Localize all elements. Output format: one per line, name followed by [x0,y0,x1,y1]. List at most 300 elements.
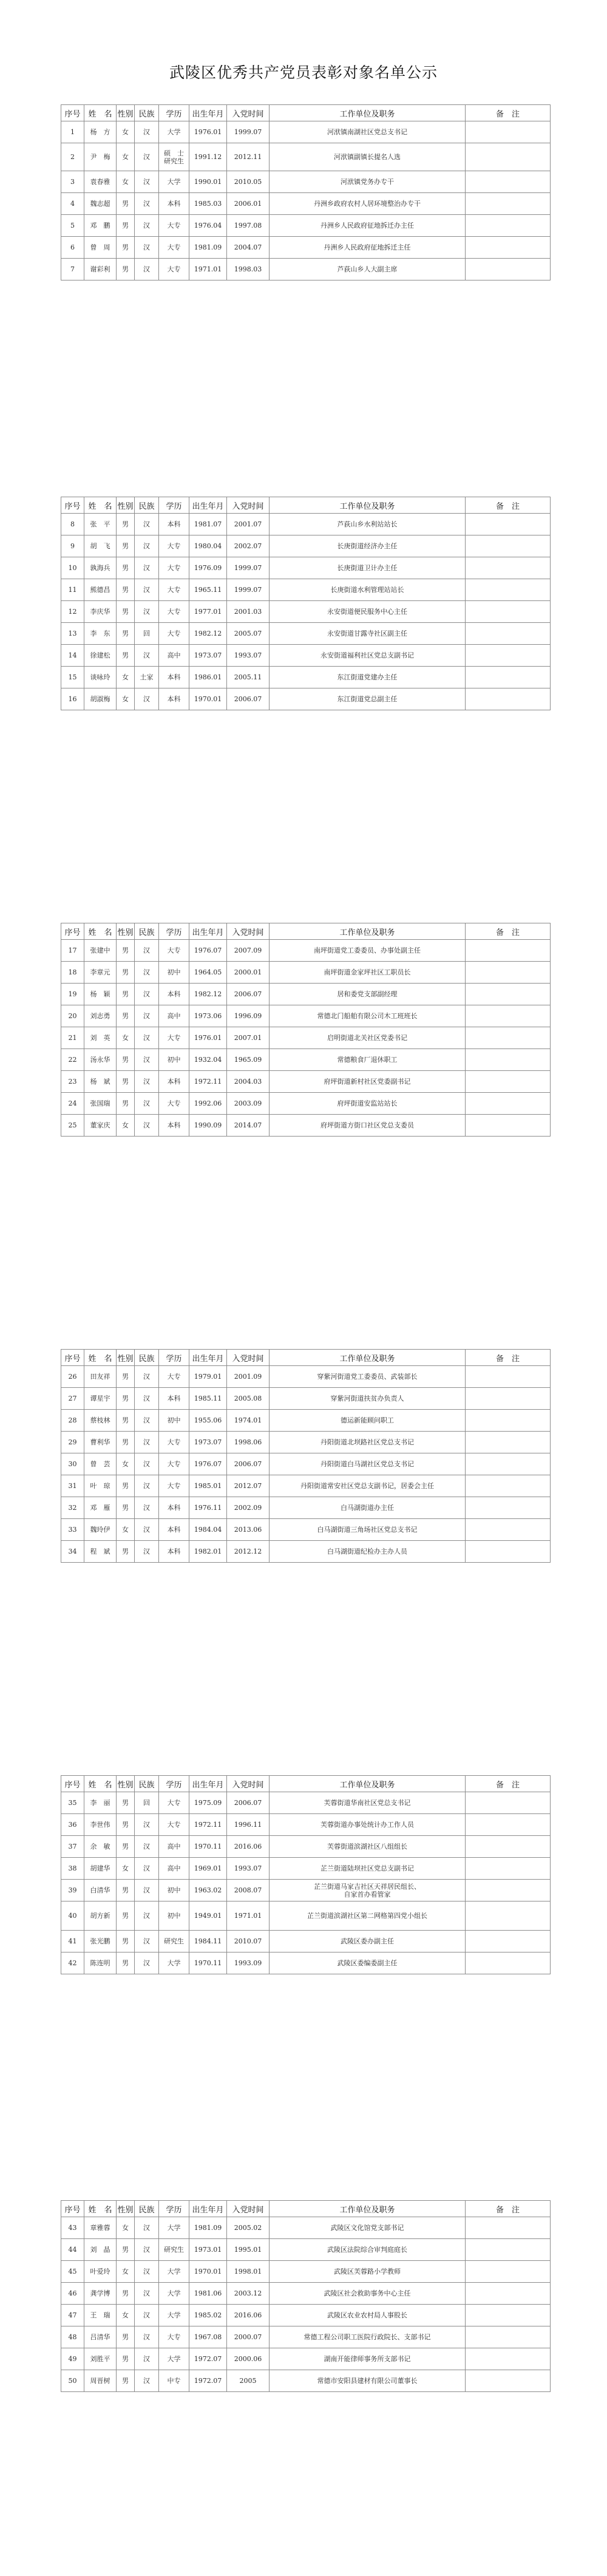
member-name: 袁春雅 [84,171,117,193]
education: 本科 [159,984,189,1005]
birth-date: 1982.12 [189,623,227,645]
education: 本科 [159,514,189,535]
gender: 男 [117,1814,135,1836]
remarks [466,1475,551,1497]
remarks [466,237,551,259]
table-row [61,623,551,645]
member-name: 刘 晶 [84,2239,117,2261]
gender: 女 [117,667,135,688]
remarks [466,2261,551,2283]
work-unit-position: 武陵区委办副主任 [270,1931,466,1952]
gender: 男 [117,557,135,579]
gender: 男 [117,1952,135,1974]
remarks [466,259,551,280]
table-row [61,2261,551,2283]
row-index: 4 [61,193,84,215]
table-row [61,1497,551,1519]
birth-date: 1981.09 [189,2217,227,2239]
row-index: 41 [61,1931,84,1952]
table-row [61,1519,551,1541]
birth-date: 1949.01 [189,1901,227,1931]
column-header-education: 学历 [159,1776,189,1792]
member-name: 邓 雁 [84,1497,117,1519]
party-join-date: 1998.06 [227,1432,270,1453]
column-header-member-name: 姓 名 [84,1350,117,1366]
remarks [466,688,551,710]
birth-date: 1932.04 [189,1049,227,1071]
table-row [61,1432,551,1453]
birth-date: 1967.08 [189,2326,227,2348]
column-header-row-index: 序号 [61,497,84,514]
row-index: 43 [61,2217,84,2239]
ethnicity: 汉 [135,1931,159,1952]
birth-date: 1973.07 [189,1432,227,1453]
column-header-birth-date: 出生年月 [189,1350,227,1366]
birth-date: 1970.01 [189,2261,227,2283]
gender: 女 [117,2305,135,2326]
gender: 男 [117,940,135,962]
column-header-education: 学历 [159,2201,189,2217]
table-header-row [61,105,551,121]
column-header-remarks: 备 注 [466,497,551,514]
column-header-party-join-date: 入党时间 [227,1776,270,1792]
column-header-ethnicity: 民族 [135,923,159,940]
remarks [466,1952,551,1974]
ethnicity: 汉 [135,1836,159,1858]
education: 大专 [159,579,189,601]
education: 大专 [159,557,189,579]
column-header-education: 学历 [159,1350,189,1366]
table-row [61,2217,551,2239]
member-name: 陈连明 [84,1952,117,1974]
table-row [61,1005,551,1027]
birth-date: 1955.06 [189,1410,227,1432]
column-header-ethnicity: 民族 [135,1776,159,1792]
roster-table [61,1775,551,1974]
row-index: 46 [61,2283,84,2305]
gender: 男 [117,962,135,984]
work-unit-position: 东江街道党总副主任 [270,688,466,710]
column-header-birth-date: 出生年月 [189,1776,227,1792]
gender: 女 [117,121,135,143]
remarks [466,1497,551,1519]
birth-date: 1981.09 [189,237,227,259]
gender: 男 [117,2348,135,2370]
education: 大专 [159,1093,189,1115]
member-name: 程 斌 [84,1541,117,1563]
column-header-birth-date: 出生年月 [189,105,227,121]
table-row [61,1475,551,1497]
gender: 男 [117,2239,135,2261]
work-unit-position: 武陵区芙蓉路小学教师 [270,2261,466,2283]
table-row [61,1814,551,1836]
table-header-row [61,1776,551,1792]
ethnicity: 汉 [135,1952,159,1974]
birth-date: 1963.02 [189,1880,227,1901]
column-header-education: 学历 [159,105,189,121]
roster-table [61,2200,551,2392]
row-index: 24 [61,1093,84,1115]
work-unit-position: 河洑镇副镇长提名人选 [270,143,466,171]
column-header-row-index: 序号 [61,1776,84,1792]
row-index: 44 [61,2239,84,2261]
birth-date: 1985.01 [189,1475,227,1497]
ethnicity: 汉 [135,2326,159,2348]
birth-date: 1985.11 [189,1388,227,1410]
ethnicity: 汉 [135,215,159,237]
birth-date: 1973.07 [189,645,227,667]
row-index: 29 [61,1432,84,1453]
education: 本科 [159,1519,189,1541]
member-name: 章雅蓉 [84,2217,117,2239]
ethnicity: 汉 [135,2217,159,2239]
education: 高中 [159,1858,189,1880]
party-join-date: 2010.05 [227,171,270,193]
row-index: 34 [61,1541,84,1563]
column-header-row-index: 序号 [61,105,84,121]
table-row [61,1858,551,1880]
remarks [466,601,551,623]
column-header-party-join-date: 入党时间 [227,2201,270,2217]
education: 大专 [159,535,189,557]
remarks [466,1880,551,1901]
education: 研究生 [159,1931,189,1952]
table-row [61,984,551,1005]
row-index: 38 [61,1858,84,1880]
birth-date: 1970.11 [189,1836,227,1858]
gender: 女 [117,171,135,193]
party-join-date: 2002.09 [227,1497,270,1519]
education: 高中 [159,1836,189,1858]
row-index: 32 [61,1497,84,1519]
table-row [61,535,551,557]
column-header-work-unit-position: 工作单位及职务 [270,497,466,514]
birth-date: 1976.11 [189,1497,227,1519]
row-index: 33 [61,1519,84,1541]
education: 大专 [159,1366,189,1388]
work-unit-position: 白马湖街道纪检办主办人员 [270,1541,466,1563]
ethnicity: 汉 [135,1901,159,1931]
work-unit-position: 芙蓉街道办事处统计办工作人员 [270,1814,466,1836]
column-header-education: 学历 [159,497,189,514]
column-header-member-name: 姓 名 [84,105,117,121]
ethnicity: 汉 [135,688,159,710]
column-header-gender: 性别 [117,2201,135,2217]
work-unit-position: 永安街道甘露寺社区副主任 [270,623,466,645]
remarks [466,2283,551,2305]
ethnicity: 汉 [135,2261,159,2283]
education: 本科 [159,688,189,710]
ethnicity: 汉 [135,2305,159,2326]
birth-date: 1976.01 [189,1027,227,1049]
table-row [61,514,551,535]
education: 中专 [159,2370,189,2392]
education: 本科 [159,1497,189,1519]
member-name: 汤永华 [84,1049,117,1071]
party-join-date: 2002.07 [227,535,270,557]
row-index: 5 [61,215,84,237]
column-header-gender: 性别 [117,497,135,514]
party-join-date: 2001.07 [227,514,270,535]
birth-date: 1984.11 [189,1931,227,1952]
gender: 男 [117,193,135,215]
table-row [61,143,551,171]
party-join-date: 2006.07 [227,984,270,1005]
ethnicity: 汉 [135,143,159,171]
party-join-date: 1971.01 [227,1901,270,1931]
birth-date: 1970.01 [189,688,227,710]
remarks [466,2348,551,2370]
work-unit-position: 府坪街道方街口社区党总支委员 [270,1115,466,1137]
ethnicity: 汉 [135,940,159,962]
education: 初中 [159,1880,189,1901]
education: 大专 [159,259,189,280]
party-join-date: 2012.12 [227,1541,270,1563]
table-row [61,2348,551,2370]
party-join-date: 1995.01 [227,2239,270,2261]
party-join-date: 2001.03 [227,601,270,623]
education: 大学 [159,121,189,143]
gender: 男 [117,1901,135,1931]
party-join-date: 2007.09 [227,940,270,962]
page-title: 武陵区优秀共产党员表彰对象名单公示 [169,64,438,81]
row-index: 7 [61,259,84,280]
ethnicity: 汉 [135,1475,159,1497]
row-index: 36 [61,1814,84,1836]
table-row [61,2305,551,2326]
member-name: 刘 英 [84,1027,117,1049]
table-row [61,2283,551,2305]
gender: 男 [117,1880,135,1901]
birth-date: 1964.05 [189,962,227,984]
birth-date: 1975.09 [189,1792,227,1814]
education: 本科 [159,1115,189,1137]
work-unit-position: 芙蓉街道滨湖社区八组组长 [270,1836,466,1858]
table-row [61,1836,551,1858]
row-index: 26 [61,1366,84,1388]
member-name: 吕清华 [84,2326,117,2348]
education: 研究生 [159,2239,189,2261]
birth-date: 1981.07 [189,514,227,535]
member-name: 蔡枝林 [84,1410,117,1432]
ethnicity: 汉 [135,1880,159,1901]
party-join-date: 2000.06 [227,2348,270,2370]
gender: 男 [117,1497,135,1519]
remarks [466,1005,551,1027]
remarks [466,557,551,579]
birth-date: 1970.11 [189,1952,227,1974]
birth-date: 1977.01 [189,601,227,623]
work-unit-position: 常德市安阳县建材有限公司董事长 [270,2370,466,2392]
row-index: 8 [61,514,84,535]
education: 本科 [159,667,189,688]
education: 初中 [159,962,189,984]
party-join-date: 2003.09 [227,1093,270,1115]
remarks [466,1071,551,1093]
table-row [61,688,551,710]
column-header-birth-date: 出生年月 [189,497,227,514]
ethnicity: 汉 [135,193,159,215]
gender: 男 [117,1432,135,1453]
remarks [466,2326,551,2348]
education: 大专 [159,1432,189,1453]
party-join-date: 2013.06 [227,1519,270,1541]
table-row [61,1901,551,1931]
remarks [466,143,551,171]
work-unit-position: 芦荻山乡水利站站长 [270,514,466,535]
remarks [466,667,551,688]
work-unit-position: 芦荻山乡人大副主席 [270,259,466,280]
row-index: 21 [61,1027,84,1049]
ethnicity: 汉 [135,1027,159,1049]
table-header-row [61,923,551,940]
column-header-ethnicity: 民族 [135,105,159,121]
remarks [466,1931,551,1952]
ethnicity: 回 [135,1792,159,1814]
gender: 男 [117,1410,135,1432]
column-header-party-join-date: 入党时间 [227,497,270,514]
education: 本科 [159,1388,189,1410]
row-index: 20 [61,1005,84,1027]
party-join-date: 2006.07 [227,688,270,710]
ethnicity: 汉 [135,984,159,1005]
remarks [466,2239,551,2261]
table-header-row [61,2201,551,2217]
member-name: 张国瑞 [84,1093,117,1115]
member-name: 胡方新 [84,1901,117,1931]
remarks [466,1541,551,1563]
ethnicity: 汉 [135,171,159,193]
member-name: 李章元 [84,962,117,984]
work-unit-position: 湖南开能律师事务所支部书记 [270,2348,466,2370]
work-unit-position: 启明街道北关社区党委书记 [270,1027,466,1049]
roster-table [61,923,551,1137]
work-unit-position: 丹阳街道常安社区党总支副书记，居委会主任 [270,1475,466,1497]
party-join-date: 2012.07 [227,1475,270,1497]
table-row [61,237,551,259]
member-name: 曾 周 [84,237,117,259]
work-unit-position: 丹阳街道白马湖社区党总支书记 [270,1453,466,1475]
column-header-ethnicity: 民族 [135,1350,159,1366]
education: 大专 [159,215,189,237]
column-header-birth-date: 出生年月 [189,2201,227,2217]
party-join-date: 1993.09 [227,1952,270,1974]
column-header-work-unit-position: 工作单位及职务 [270,105,466,121]
ethnicity: 汉 [135,121,159,143]
party-join-date: 2004.07 [227,237,270,259]
party-join-date: 2001.09 [227,1366,270,1388]
gender: 男 [117,259,135,280]
column-header-row-index: 序号 [61,923,84,940]
birth-date: 1976.07 [189,940,227,962]
row-index: 50 [61,2370,84,2392]
work-unit-position: 居和委党支部副经理 [270,984,466,1005]
birth-date: 1976.01 [189,121,227,143]
party-join-date: 1965.09 [227,1049,270,1071]
member-name: 李庆华 [84,601,117,623]
gender: 女 [117,1453,135,1475]
member-name: 胡 飞 [84,535,117,557]
ethnicity: 汉 [135,1858,159,1880]
column-header-work-unit-position: 工作单位及职务 [270,1776,466,1792]
ethnicity: 汉 [135,2348,159,2370]
ethnicity: 汉 [135,1071,159,1093]
party-join-date: 1993.07 [227,1858,270,1880]
birth-date: 1972.07 [189,2348,227,2370]
table-row [61,1410,551,1432]
ethnicity: 汉 [135,1541,159,1563]
column-header-gender: 性别 [117,105,135,121]
member-name: 邓 鹏 [84,215,117,237]
work-unit-position: 河洑镇南湖社区党总支书记 [270,121,466,143]
work-unit-position: 河洑镇党务办专干 [270,171,466,193]
row-index: 40 [61,1901,84,1931]
ethnicity: 汉 [135,2370,159,2392]
column-header-remarks: 备 注 [466,1350,551,1366]
party-join-date: 2007.01 [227,1027,270,1049]
party-join-date: 1999.07 [227,557,270,579]
party-join-date: 2008.07 [227,1880,270,1901]
gender: 男 [117,1388,135,1410]
birth-date: 1973.06 [189,1005,227,1027]
birth-date: 1991.12 [189,143,227,171]
table-row [61,2370,551,2392]
education: 本科 [159,1541,189,1563]
education: 大专 [159,237,189,259]
gender: 男 [117,1931,135,1952]
work-unit-position: 南坪街道党工委委员、办事处副主任 [270,940,466,962]
birth-date: 1972.07 [189,2370,227,2392]
member-name: 李 东 [84,623,117,645]
education: 大学 [159,2305,189,2326]
remarks [466,1901,551,1931]
work-unit-position: 穿紫河街道扶贫办负责人 [270,1388,466,1410]
gender: 男 [117,623,135,645]
party-join-date: 2006.07 [227,1792,270,1814]
work-unit-position: 东江街道党建办主任 [270,667,466,688]
work-unit-position: 永安街道福利社区党总支副书记 [270,645,466,667]
work-unit-position: 丹阳街道北坝路社区党总支书记 [270,1432,466,1453]
column-header-gender: 性别 [117,923,135,940]
remarks [466,215,551,237]
education: 大专 [159,601,189,623]
party-join-date: 2005 [227,2370,270,2392]
row-index: 49 [61,2348,84,2370]
roster-table [61,104,551,280]
birth-date: 1971.01 [189,259,227,280]
work-unit-position: 芷兰街道陆坝社区党总支副书记 [270,1858,466,1880]
birth-date: 1985.02 [189,2305,227,2326]
member-name: 张光鹏 [84,1931,117,1952]
remarks [466,535,551,557]
work-unit-position: 白马湖街道办主任 [270,1497,466,1519]
member-name: 魏玲伊 [84,1519,117,1541]
party-join-date: 1999.07 [227,121,270,143]
remarks [466,1115,551,1137]
birth-date: 1992.06 [189,1093,227,1115]
birth-date: 1982.12 [189,984,227,1005]
member-name: 杨 颖 [84,984,117,1005]
row-index: 25 [61,1115,84,1137]
table-row [61,259,551,280]
row-index: 23 [61,1071,84,1093]
member-name: 白清华 [84,1880,117,1901]
education: 大专 [159,1814,189,1836]
remarks [466,984,551,1005]
education: 高中 [159,645,189,667]
work-unit-position: 长庚街道卫计办主任 [270,557,466,579]
work-unit-position: 芙蓉街道华南社区党总支书记 [270,1792,466,1814]
